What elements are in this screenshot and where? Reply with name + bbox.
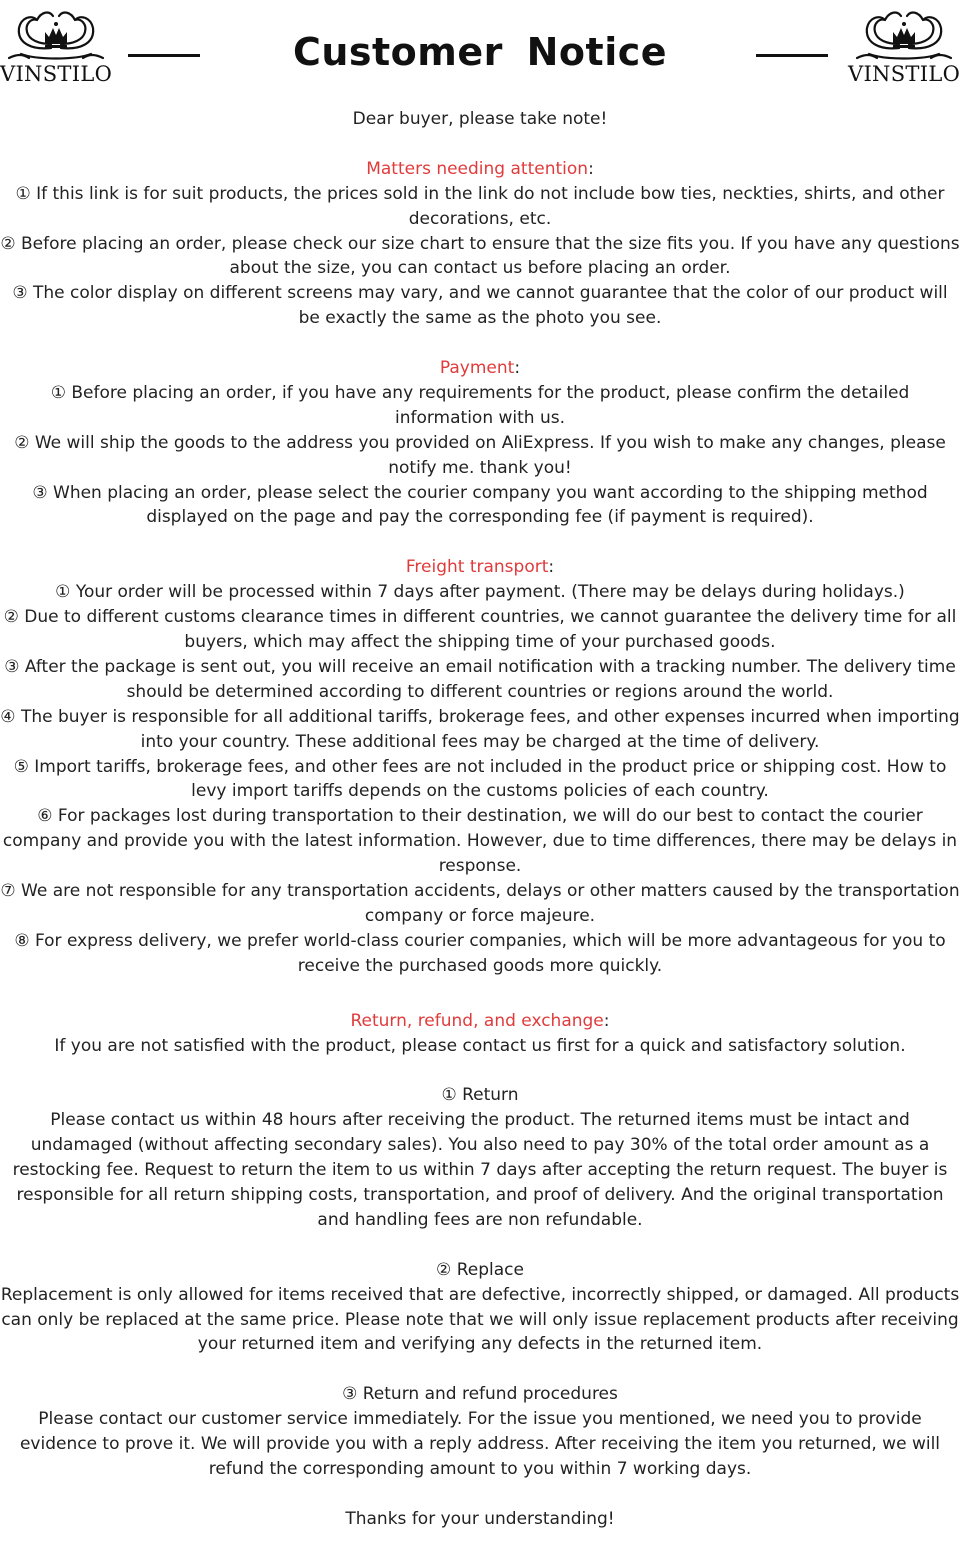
closing-text: Thanks for your understanding! (345, 1508, 615, 1529)
returns-block-title: ① Return (441, 1085, 519, 1106)
returns-block-title: ③ Return and refund procedures (342, 1384, 618, 1405)
returns-intro: If you are not satisfied with the product, please contact us first for a quick and satisfactory solution. (54, 1035, 906, 1056)
list-item: ① Before placing an order, if you have any requirements for the product, please confirm the detailed information with us. (50, 382, 910, 428)
list-item: ③ When placing an order, please select the courier company you want according to the shipping method displayed on the page and pay the corresponding fee (if payment is required). (32, 482, 928, 528)
list-item: ⑥ For packages lost during transportation to their destination, we will do our best to contact the courier company and provide you with the latest information. However, due to time differences, there may be delays in response. (2, 806, 958, 877)
returns-block-body: Replacement is only allowed for items received that are defective, incorrectly shipped, or damaged. All products can only be replaced at the same price. Please note that we will only issue replacement products after receiving your returned item and verifying any defects in the returned item. (0, 1284, 960, 1355)
list-item: ① If this link is for suit products, the prices sold in the link do not include bow ties, neckties, shirts, and other decorations, etc. (15, 183, 945, 229)
section-heading: Return, refund, and exchange: (350, 1010, 610, 1031)
returns-block-body: Please contact us within 48 hours after receiving the product. The returned items must be intact and undamaged (without affecting secondary sales). You also need to pay 30% of the total order amount as a restocking fee. Request to return the item to us within 7 days after accepting the return request. The buyer is responsible for all return shipping costs, transportation, and proof of delivery. And the original transportation and handling fees are non refundable. (12, 1110, 948, 1230)
returns-block-body: Please contact our customer service immediately. For the issue you mentioned, we need you to provide evidence to prove it. We will provide you with a reply address. After receiving the item you returned, we will refund the corresponding amount to you within 7 working days. (19, 1409, 941, 1479)
brand-name: VINSTILO (848, 62, 960, 86)
page-title: Customer Notice (292, 30, 668, 74)
page-header (0, 0, 960, 105)
brand-logo-right (848, 4, 960, 86)
notice-body (0, 107, 960, 1532)
crown-emblem-icon (7, 4, 105, 64)
list-item: ② Before placing an order, please check our size chart to ensure that the size fits you. If you have any questions about the size, you can contact us before placing an order. (0, 233, 960, 279)
list-item: ⑦ We are not responsible for any transportation accidents, delays or other matters caused by the transportation company or force majeure. (0, 881, 960, 926)
brand-logo-left (0, 4, 112, 86)
list-item: ④ The buyer is responsible for all additional tariffs, brokerage fees, and other expenses incurred when importing into your country. These additional fees may be charged at the time of delivery. (0, 706, 960, 752)
list-item: ② We will ship the goods to the address you provided on AliExpress. If you wish to make any changes, please notify me. thank you! (14, 432, 946, 478)
title-rule-right (756, 54, 828, 57)
section-heading: Freight transport: (405, 557, 555, 578)
brand-name: VINSTILO (0, 62, 113, 86)
crown-emblem-icon (855, 4, 953, 64)
list-item: ⑤ Import tariffs, brokerage fees, and other fees are not included in the product price or shipping cost. How to levy import tariffs depends on the customs policies of each country. (13, 756, 947, 802)
list-item: ⑧ For express delivery, we prefer world-class courier companies, which will be more advantageous for you to receive the purchased goods more quickly. (14, 930, 946, 976)
title-rule-left (128, 54, 200, 57)
section-heading: Matters needing attention: (366, 158, 594, 179)
returns-block-title: ② Replace (436, 1259, 524, 1280)
list-item: ③ The color display on different screens may vary, and we cannot guarantee that the color of our product will be exactly the same as the photo you see. (12, 283, 948, 329)
list-item: ① Your order will be processed within 7 days after payment. (There may be delays during holidays.) (55, 582, 905, 603)
list-item: ② Due to different customs clearance times in different countries, we cannot guarantee the delivery time for all buyers, which may affect the shipping time of your purchased goods. (3, 607, 957, 652)
greeting: Dear buyer, please take note! (352, 109, 608, 129)
list-item: ③ After the package is sent out, you will receive an email notification with a tracking number. The delivery time should be determined according to different countries or regions around the world. (4, 656, 956, 702)
section-heading: Payment: (439, 358, 521, 379)
